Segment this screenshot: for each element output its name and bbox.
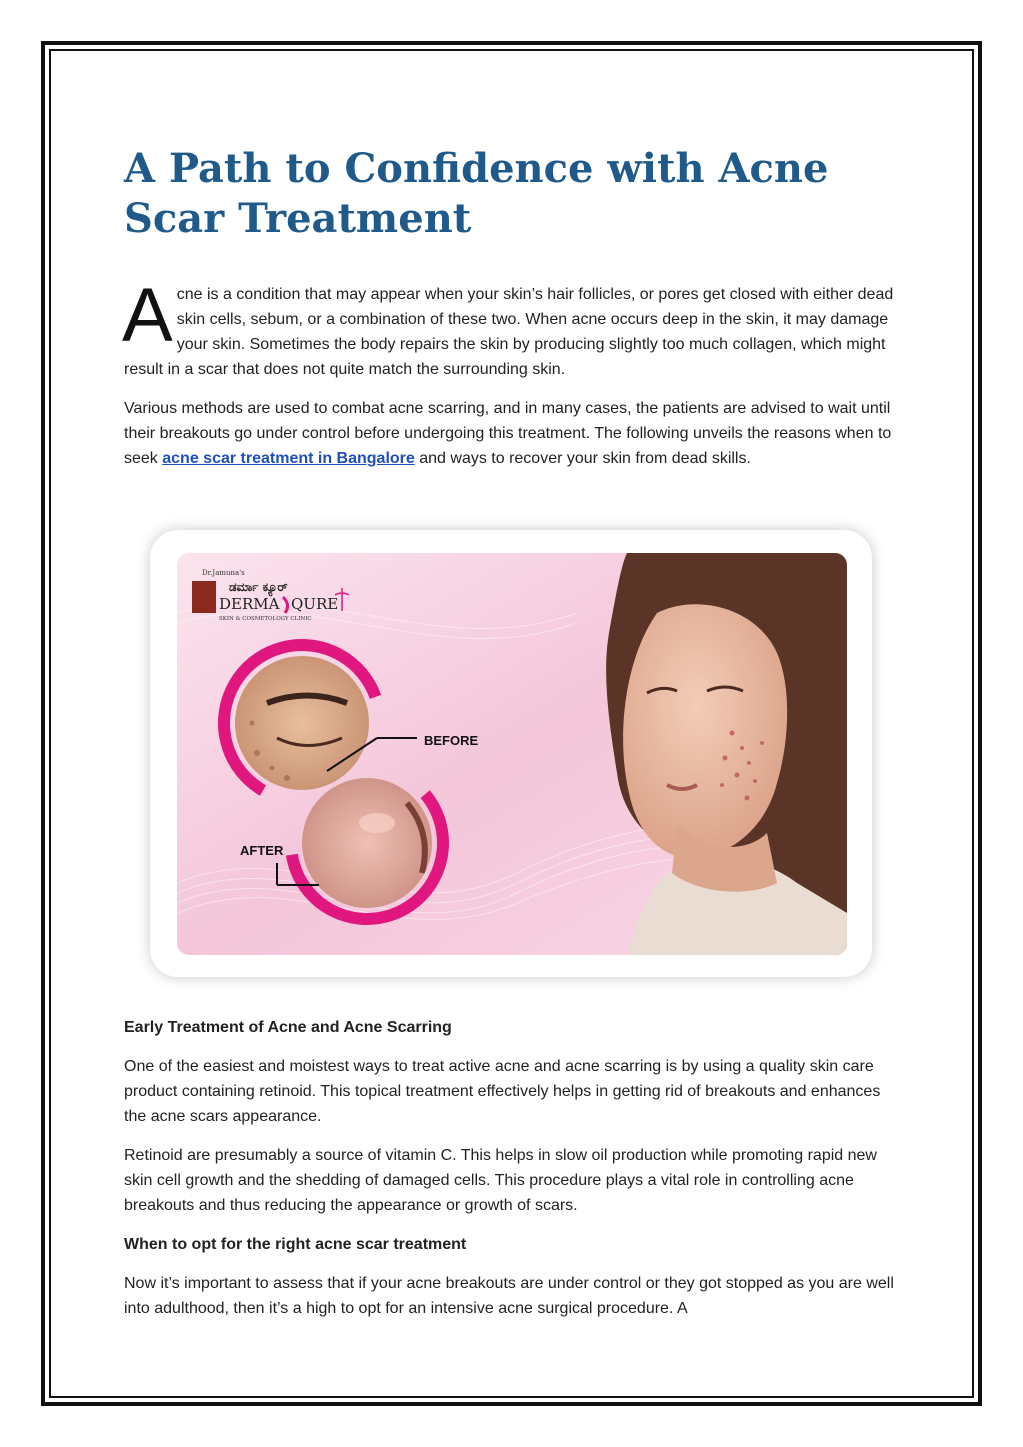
early-treatment-section (124, 1015, 894, 1321)
methods-text-before: Various methods are used to combat acne scarring, and in many cases, the patients are advised to wait until their breakouts go under control before undergoing this treatment. The following unveils the reasons when to seek (124, 400, 892, 467)
early-treatment-paragraph-2: Retinoid are presumably a source of vitamin C. This helps in slow oil production while promoting rapid new skin cell growth and the shedding of damaged cells. This procedure plays a vital role in controlling acne breakouts and thus reducing the appearance or growth of scars. (124, 1147, 877, 1214)
logo-emblem (192, 581, 216, 613)
logo-qure: QURE (291, 595, 339, 613)
when-to-opt-paragraph: Now it’s important to assess that if your acne breakouts are under control or they got stopped as you are well into adulthood, then it’s a high to opt for an intensive acne surgical procedure. A (124, 1275, 894, 1317)
before-label: BEFORE (424, 733, 479, 748)
methods-paragraph (124, 396, 894, 471)
methods-text-after: and ways to recover your skin from dead skills. (414, 450, 751, 467)
intro-text: cne is a condition that may appear when your skin’s hair follicles, or pores get closed with either dead skin cells, sebum, or a combination of these two. When acne occurs deep in the skin, it may damage your skin. Sometimes the body repairs the skin by producing slightly too much collagen, which might result in a scar that does not quite match the surrounding skin. (124, 286, 894, 378)
logo-kannada: ಡರ್ಮಾ ಕ್ಯೂರ್ (229, 580, 288, 594)
logo-derma: DERMA (219, 595, 280, 613)
before-after-image (177, 553, 847, 955)
when-to-opt-heading: When to opt for the right acne scar treatment (124, 1236, 467, 1253)
before-after-illustration (177, 553, 847, 955)
drop-cap: A (122, 273, 173, 358)
after-label: AFTER (240, 843, 284, 858)
article-top (124, 144, 894, 471)
intro-paragraph (122, 273, 894, 382)
acne-scar-treatment-link[interactable]: acne scar treatment in Bangalore (162, 450, 415, 467)
article-title: A Path to Confidence with Acne Scar Treatment (124, 145, 829, 242)
logo-subtitle: SKIN & COSMETOLOGY CLINIC (219, 616, 312, 622)
early-treatment-paragraph-1: One of the easiest and moistest ways to treat active acne and acne scarring is by using a quality skin care product containing retinoid. This topical treatment effectively helps in getting rid of breakouts and enhances the acne scars appearance. (124, 1058, 881, 1125)
logo-small: Dr.Jamuna's (202, 569, 245, 577)
early-treatment-heading: Early Treatment of Acne and Acne Scarring (124, 1019, 452, 1036)
